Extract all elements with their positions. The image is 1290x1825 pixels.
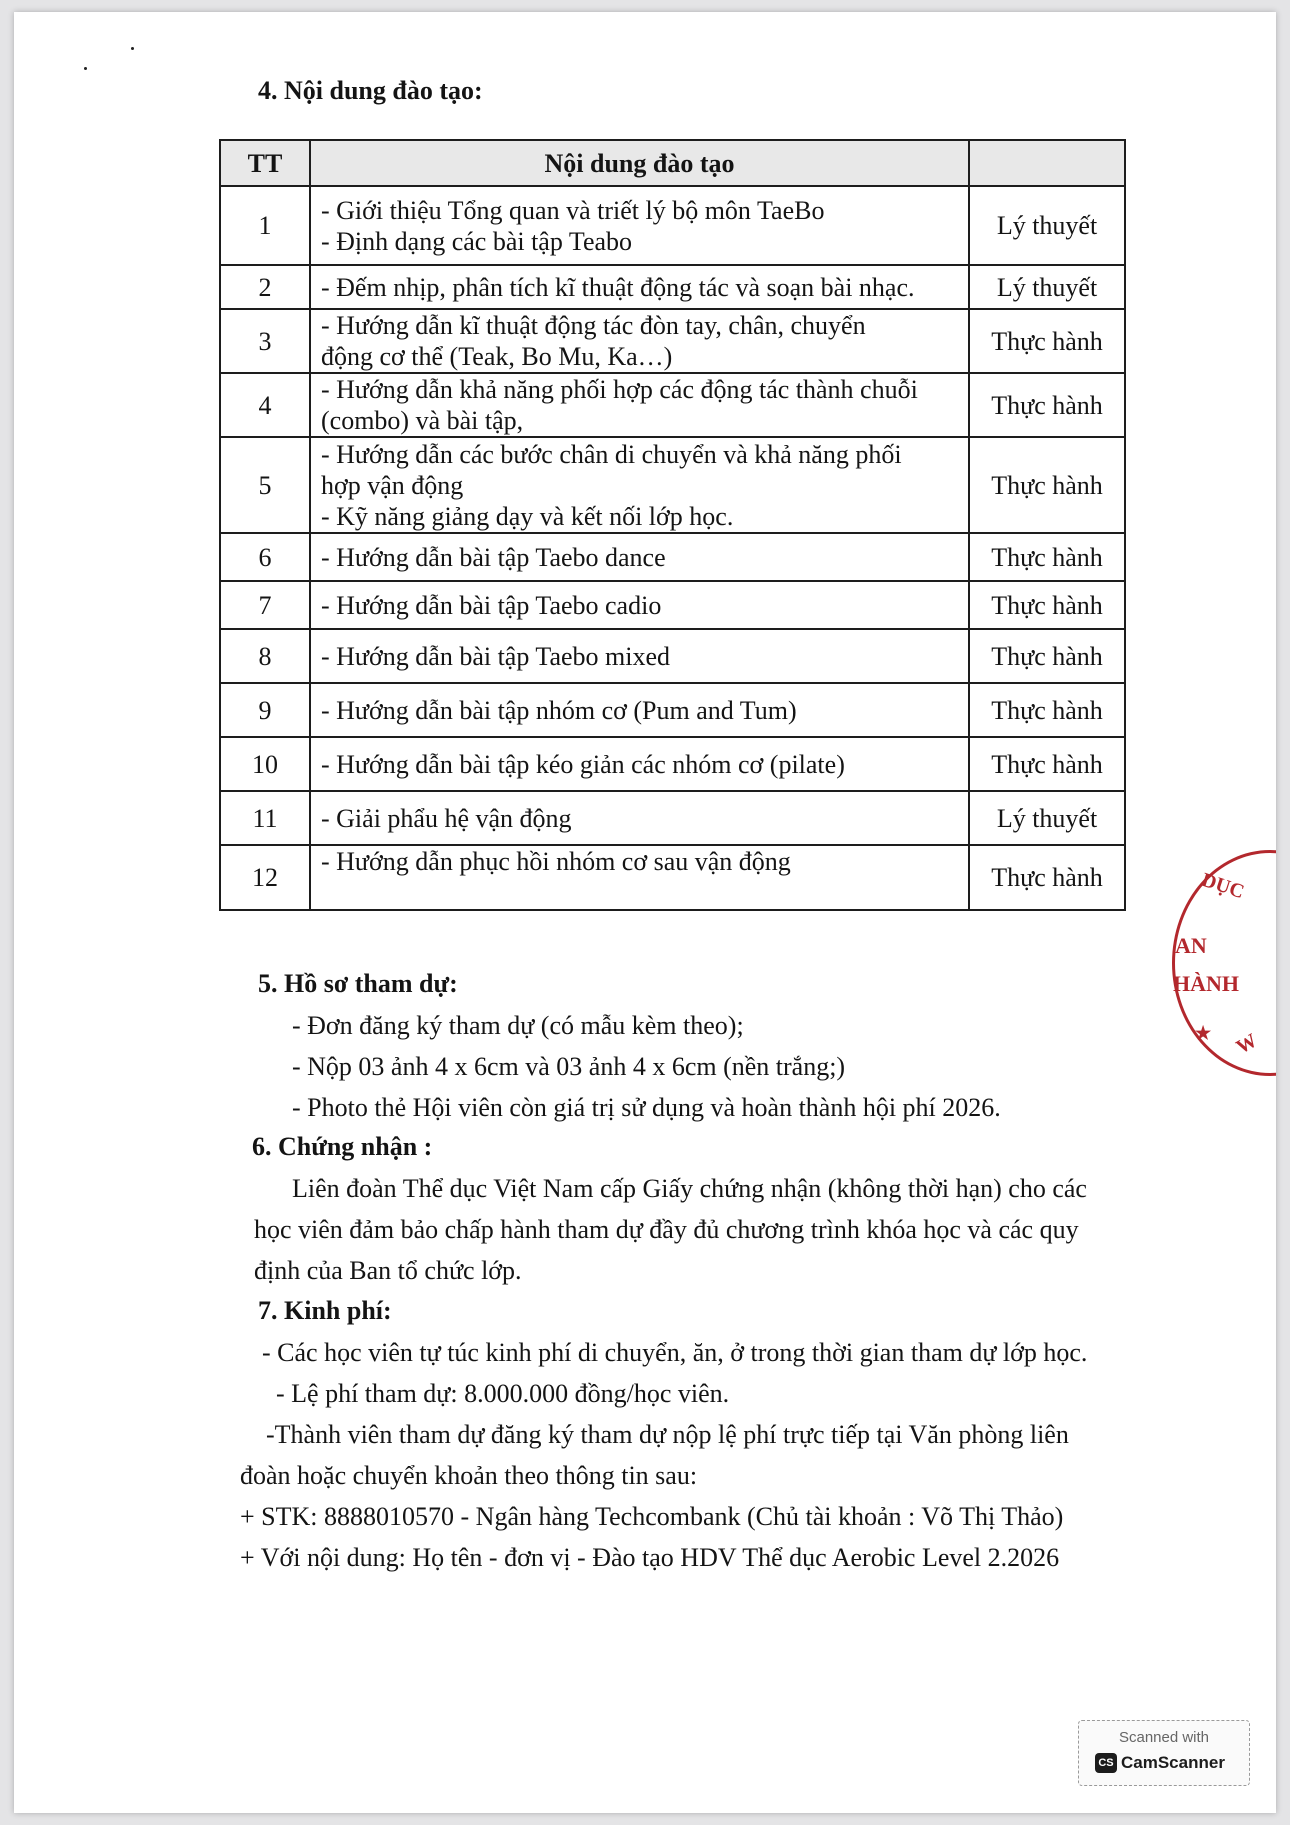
- row-content: [310, 629, 969, 683]
- documents-item: - Nộp 03 ảnh 4 x 6cm và 03 ảnh 4 x 6cm (nền trắng;): [292, 1052, 846, 1081]
- header-type: [969, 140, 1125, 186]
- row-type: Lý thuyết: [969, 186, 1125, 265]
- row-type: Thực hành: [969, 629, 1125, 683]
- table-row: [220, 309, 1125, 373]
- table-row: [220, 845, 1125, 910]
- row-content: [310, 791, 969, 845]
- row-number: 3: [220, 309, 310, 373]
- row-content-line: - Đếm nhịp, phân tích kĩ thuật động tác và soạn bài nhạc.: [321, 272, 915, 302]
- row-content-line: - Hướng dẫn bài tập kéo giản các nhóm cơ (pilate): [321, 749, 845, 779]
- row-content-line: - Hướng dẫn bài tập Taebo cadio: [321, 590, 662, 620]
- header-tt: TT: [220, 140, 310, 186]
- table-row: [220, 629, 1125, 683]
- row-number: 1: [220, 186, 310, 265]
- camscanner-watermark: [1078, 1720, 1250, 1786]
- camscanner-brand: CamScanner: [1121, 1753, 1225, 1772]
- row-content-line: - Hướng dẫn bài tập Taebo dance: [321, 542, 666, 572]
- row-content-line: - Kỹ năng giảng dạy và kết nối lớp học.: [321, 501, 734, 531]
- transfer-note-line: + Với nội dung: Họ tên - đơn vị - Đào tạo HDV Thể dục Aerobic Level 2.2026: [240, 1543, 1060, 1572]
- table-row: [220, 373, 1125, 437]
- row-content-line: - Định dạng các bài tập Teabo: [321, 226, 633, 256]
- row-content-line: - Giới thiệu Tổng quan và triết lý bộ môn TaeBo: [321, 195, 825, 225]
- row-number: 5: [220, 437, 310, 533]
- row-number: 6: [220, 533, 310, 581]
- row-number: 12: [220, 845, 310, 910]
- row-number: 8: [220, 629, 310, 683]
- documents-item: - Photo thẻ Hội viên còn giá trị sử dụng và hoàn thành hội phí 2026.: [292, 1093, 1001, 1122]
- document-page: [14, 12, 1276, 1813]
- row-type: Thực hành: [969, 581, 1125, 629]
- row-number: 2: [220, 265, 310, 309]
- row-content-line: - Hướng dẫn bài tập Taebo mixed: [321, 641, 671, 671]
- row-content: [310, 683, 969, 737]
- table-header-row: [220, 140, 1125, 186]
- row-number: 4: [220, 373, 310, 437]
- row-number: 7: [220, 581, 310, 629]
- stamp-star: ★: [1195, 1023, 1212, 1043]
- fee-line: - Lệ phí tham dự: 8.000.000 đồng/học viên.: [276, 1379, 730, 1408]
- table-row: [220, 186, 1125, 265]
- training-content-table: [219, 139, 1126, 911]
- table-row: [220, 581, 1125, 629]
- row-number: 11: [220, 791, 310, 845]
- row-content-line: (combo) và bài tập,: [321, 406, 524, 435]
- row-content-line: - Hướng dẫn kĩ thuật động tác đòn tay, chân, chuyển: [321, 311, 866, 340]
- scan-speck: [84, 67, 87, 70]
- row-type: Thực hành: [969, 309, 1125, 373]
- row-content: [310, 533, 969, 581]
- row-content: [310, 186, 969, 265]
- row-content: [310, 581, 969, 629]
- row-content: [310, 373, 969, 437]
- stamp-text-bottom: W: [1232, 1029, 1261, 1059]
- row-type: Thực hành: [969, 737, 1125, 791]
- row-type: Thực hành: [969, 533, 1125, 581]
- row-content: [310, 845, 969, 910]
- section-5-heading: 5. Hồ sơ tham dự:: [258, 969, 458, 998]
- row-content: [310, 309, 969, 373]
- row-number: 10: [220, 737, 310, 791]
- table-row: [220, 265, 1125, 309]
- stamp-text-top: DỤC: [1198, 868, 1247, 904]
- red-seal-stamp: [1172, 850, 1276, 1076]
- row-type: Thực hành: [969, 373, 1125, 437]
- certificate-line: học viên đảm bảo chấp hành tham dự đầy đủ chương trình khóa học và các quy: [254, 1215, 1079, 1244]
- row-type: Thực hành: [969, 845, 1125, 910]
- header-content: Nội dung đào tạo: [310, 140, 969, 186]
- certificate-line: định của Ban tổ chức lớp.: [254, 1256, 522, 1285]
- stamp-text-mid: AN: [1175, 933, 1207, 958]
- row-content-line: - Hướng dẫn bài tập nhóm cơ (Pum and Tum): [321, 695, 797, 725]
- section-4-heading: 4. Nội dung đào tạo:: [258, 76, 483, 105]
- bank-account-line: + STK: 8888010570 - Ngân hàng Techcombank (Chủ tài khoản : Võ Thị Thảo): [240, 1502, 1064, 1531]
- row-content-line: - Giải phẩu hệ vận động: [321, 803, 572, 833]
- row-content-line: - Hướng dẫn khả năng phối hợp các động tác thành chuỗi: [321, 375, 918, 404]
- documents-item: - Đơn đăng ký tham dự (có mẫu kèm theo);: [292, 1011, 744, 1040]
- table-row: [220, 683, 1125, 737]
- stamp-text-mid: HÀNH: [1173, 971, 1239, 996]
- row-type: Thực hành: [969, 437, 1125, 533]
- row-content-line: động cơ thể (Teak, Bo Mu, Ka…): [321, 342, 673, 371]
- certificate-line: Liên đoàn Thể dục Việt Nam cấp Giấy chứng nhận (không thời hạn) cho các: [292, 1174, 1087, 1203]
- watermark-caption: Scanned with: [1118, 1729, 1210, 1746]
- row-content: [310, 265, 969, 309]
- fee-line: -Thành viên tham dự đăng ký tham dự nộp lệ phí trực tiếp tại Văn phòng liên: [266, 1420, 1069, 1449]
- table-row: [220, 737, 1125, 791]
- camscanner-logo-icon: CS: [1095, 1753, 1117, 1773]
- row-content-line: hợp vận động: [321, 470, 464, 500]
- fee-line: - Các học viên tự túc kinh phí di chuyển, ăn, ở trong thời gian tham dự lớp học.: [262, 1338, 1088, 1367]
- fee-line: đoàn hoặc chuyển khoản theo thông tin sau:: [240, 1461, 698, 1490]
- row-type: Thực hành: [969, 683, 1125, 737]
- row-content-line: - Hướng dẫn phục hồi nhóm cơ sau vận động: [321, 847, 791, 876]
- table-row: [220, 533, 1125, 581]
- row-content: [310, 437, 969, 533]
- table-row: [220, 437, 1125, 533]
- row-content: [310, 737, 969, 791]
- table-row: [220, 791, 1125, 845]
- row-content-line: - Hướng dẫn các bước chân di chuyển và khả năng phối: [321, 439, 902, 469]
- row-type: Lý thuyết: [969, 265, 1125, 309]
- row-number: 9: [220, 683, 310, 737]
- section-7-heading: 7. Kinh phí:: [258, 1296, 392, 1325]
- scan-speck: [131, 47, 134, 50]
- section-6-heading: 6. Chứng nhận :: [252, 1132, 433, 1161]
- row-type: Lý thuyết: [969, 791, 1125, 845]
